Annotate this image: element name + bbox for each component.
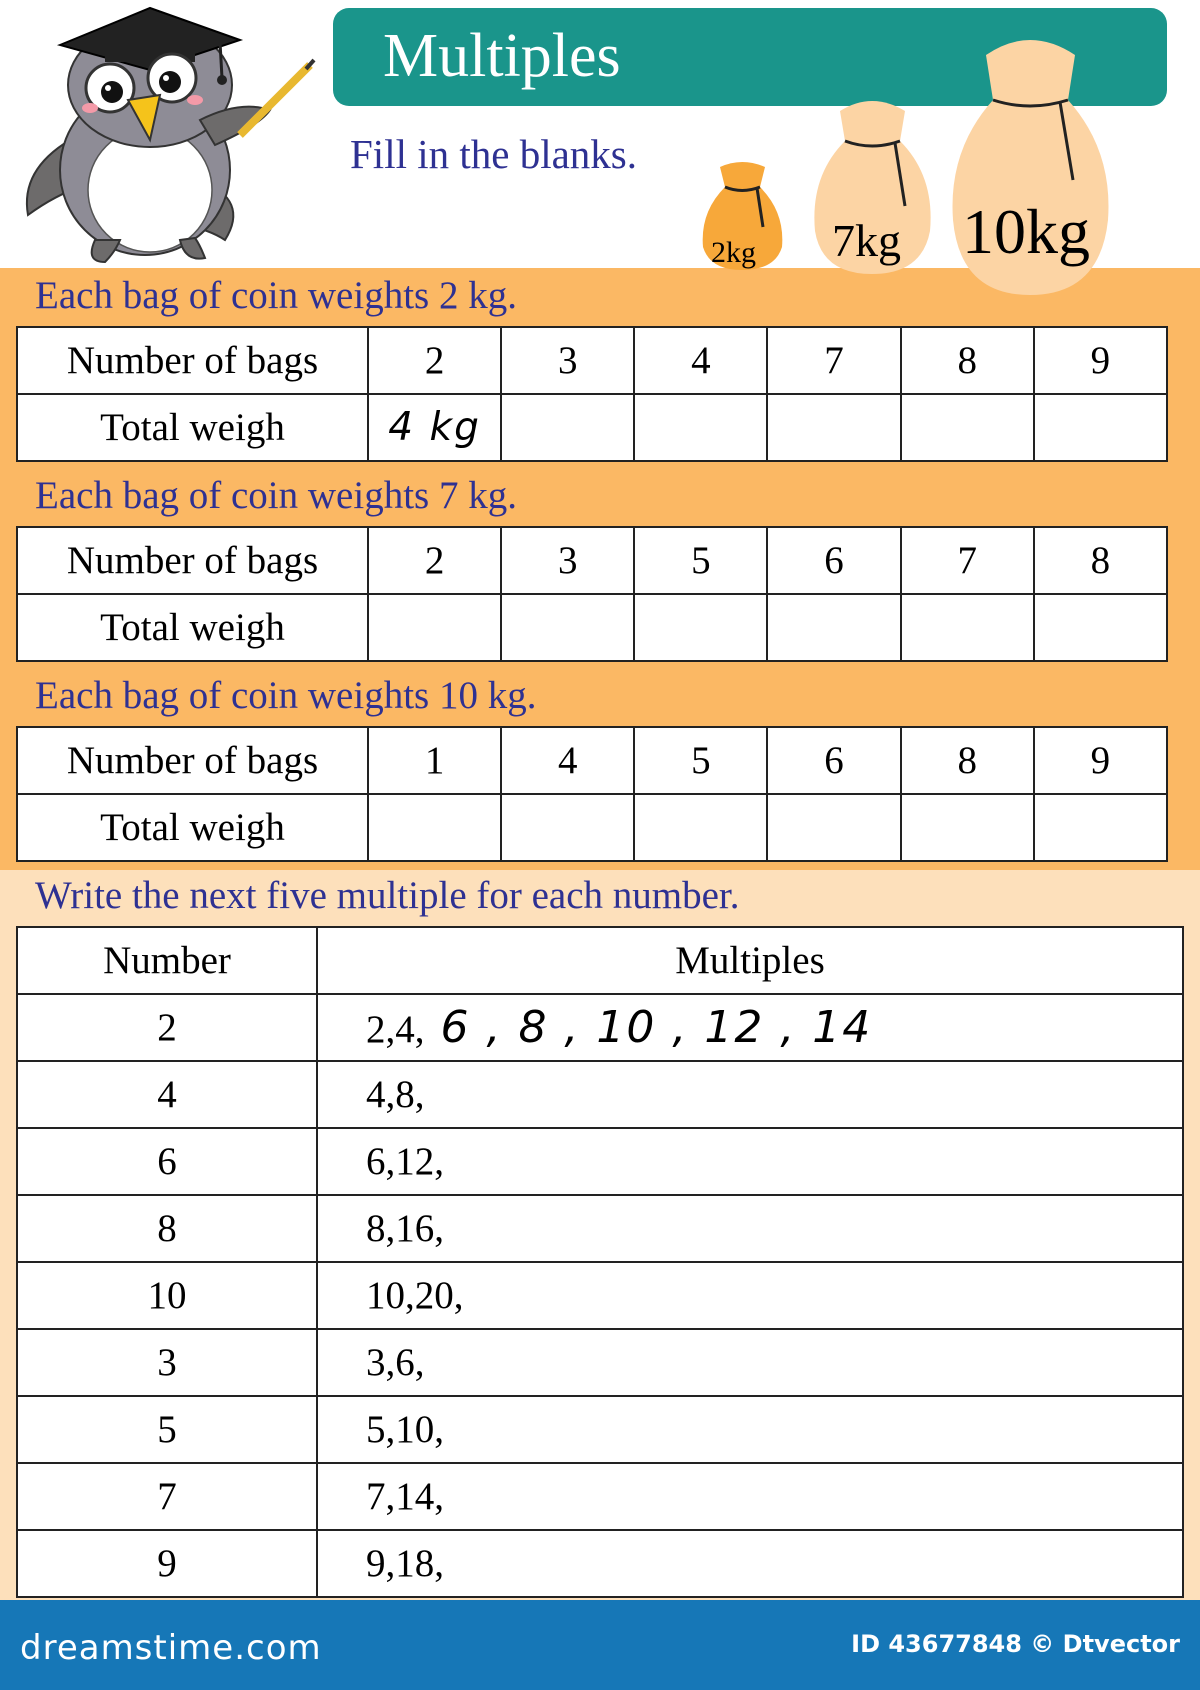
answer-cell[interactable] bbox=[634, 394, 767, 461]
answer-cell[interactable] bbox=[368, 594, 501, 661]
bag-label-2kg: 2kg bbox=[711, 236, 756, 269]
answer-cell[interactable] bbox=[1034, 594, 1167, 661]
answer-cell[interactable] bbox=[767, 394, 900, 461]
answer-cell[interactable] bbox=[501, 394, 634, 461]
number-cell: 5 bbox=[17, 1396, 317, 1463]
answer-cell[interactable] bbox=[901, 394, 1034, 461]
column-header-number: Number bbox=[17, 927, 317, 994]
multiples-cell[interactable] bbox=[317, 1463, 1183, 1530]
bag-count-cell: 8 bbox=[901, 727, 1034, 794]
bag-count-cell: 8 bbox=[901, 327, 1034, 394]
table-row bbox=[17, 1061, 1183, 1128]
owl-mascot-illustration bbox=[10, 0, 320, 268]
bag-count-cell: 5 bbox=[634, 527, 767, 594]
multiples-cell[interactable] bbox=[317, 1128, 1183, 1195]
bag-count-cell: 6 bbox=[767, 727, 900, 794]
answer-cell[interactable] bbox=[901, 594, 1034, 661]
bag-count-cell: 4 bbox=[501, 727, 634, 794]
table-row bbox=[17, 1262, 1183, 1329]
number-cell: 7 bbox=[17, 1463, 317, 1530]
number-cell: 10 bbox=[17, 1262, 317, 1329]
answer-cell[interactable] bbox=[1034, 394, 1167, 461]
bags-row bbox=[17, 727, 1167, 794]
multiples-cell[interactable] bbox=[317, 1329, 1183, 1396]
given-multiples: 2,4, bbox=[366, 1008, 425, 1051]
number-cell: 8 bbox=[17, 1195, 317, 1262]
given-multiples: 6,12, bbox=[366, 1140, 444, 1183]
row-label: Number of bags bbox=[17, 327, 368, 394]
footer-image-id: ID 43677848 © Dtvector bbox=[851, 1630, 1180, 1658]
answer-cell[interactable] bbox=[901, 794, 1034, 861]
section-3-heading: Each bag of coin weights 10 kg. bbox=[35, 674, 537, 717]
answer-cell[interactable] bbox=[501, 594, 634, 661]
bag-count-cell: 3 bbox=[501, 527, 634, 594]
given-multiples: 4,8, bbox=[366, 1073, 425, 1116]
multiples-cell[interactable] bbox=[317, 1061, 1183, 1128]
bag-label-10kg: 10kg bbox=[962, 196, 1090, 267]
bag-count-cell: 2 bbox=[368, 527, 501, 594]
multiples-header-row bbox=[17, 927, 1183, 994]
table-row bbox=[17, 1463, 1183, 1530]
number-cell: 2 bbox=[17, 994, 317, 1061]
bag-count-cell: 6 bbox=[767, 527, 900, 594]
answer-cell[interactable] bbox=[767, 594, 900, 661]
bag-label-7kg: 7kg bbox=[832, 215, 901, 266]
footer-brand-logo[interactable]: dreamstime.com bbox=[20, 1628, 322, 1668]
answer-cell[interactable] bbox=[1034, 794, 1167, 861]
handwritten-answer: 6 , 8 , 10 , 12 , 14 bbox=[424, 1002, 873, 1053]
bag-count-cell: 5 bbox=[634, 727, 767, 794]
given-multiples: 3,6, bbox=[366, 1341, 425, 1384]
bag-count-cell: 7 bbox=[767, 327, 900, 394]
given-multiples: 9,18, bbox=[366, 1542, 444, 1585]
answer-cell[interactable]: 4 kg bbox=[368, 394, 501, 461]
given-multiples: 5,10, bbox=[366, 1408, 444, 1451]
instruction-text: Fill in the blanks. bbox=[350, 131, 637, 177]
row-label: Number of bags bbox=[17, 727, 368, 794]
given-multiples: 10,20, bbox=[366, 1274, 464, 1317]
coin-bag-10kg-icon bbox=[948, 20, 1113, 300]
table-row bbox=[17, 1329, 1183, 1396]
number-cell: 4 bbox=[17, 1061, 317, 1128]
number-cell: 6 bbox=[17, 1128, 317, 1195]
bags-row bbox=[17, 527, 1167, 594]
weight-row bbox=[17, 594, 1167, 661]
answer-cell[interactable] bbox=[634, 594, 767, 661]
number-cell: 9 bbox=[17, 1530, 317, 1597]
section-1-table bbox=[16, 326, 1168, 462]
row-label: Number of bags bbox=[17, 527, 368, 594]
table-row bbox=[17, 1530, 1183, 1597]
weight-row bbox=[17, 794, 1167, 861]
multiples-cell[interactable] bbox=[317, 994, 1183, 1061]
bag-count-cell: 1 bbox=[368, 727, 501, 794]
bag-count-cell: 2 bbox=[368, 327, 501, 394]
multiples-cell[interactable] bbox=[317, 1396, 1183, 1463]
multiples-cell[interactable] bbox=[317, 1262, 1183, 1329]
column-header-multiples: Multiples bbox=[317, 927, 1183, 994]
weight-row bbox=[17, 394, 1167, 461]
section-3-table bbox=[16, 726, 1168, 862]
bag-count-cell: 4 bbox=[634, 327, 767, 394]
bag-count-cell: 8 bbox=[1034, 527, 1167, 594]
answer-cell[interactable] bbox=[767, 794, 900, 861]
coin-bag-2kg-icon bbox=[695, 152, 790, 272]
number-cell: 3 bbox=[17, 1329, 317, 1396]
page-title: Multiples bbox=[383, 22, 621, 90]
given-multiples: 8,16, bbox=[366, 1207, 444, 1250]
row-label: Total weigh bbox=[17, 394, 368, 461]
multiples-heading: Write the next five multiple for each number. bbox=[35, 874, 740, 917]
table-row bbox=[17, 994, 1183, 1061]
multiples-cell[interactable] bbox=[317, 1195, 1183, 1262]
multiples-table bbox=[16, 926, 1184, 1598]
section-2-table bbox=[16, 526, 1168, 662]
bag-count-cell: 9 bbox=[1034, 327, 1167, 394]
bag-count-cell: 7 bbox=[901, 527, 1034, 594]
answer-cell[interactable] bbox=[501, 794, 634, 861]
row-label: Total weigh bbox=[17, 794, 368, 861]
given-multiples: 7,14, bbox=[366, 1475, 444, 1518]
multiples-cell[interactable] bbox=[317, 1530, 1183, 1597]
bags-row bbox=[17, 327, 1167, 394]
table-row bbox=[17, 1128, 1183, 1195]
section-2-heading: Each bag of coin weights 7 kg. bbox=[35, 474, 517, 517]
bag-count-cell: 9 bbox=[1034, 727, 1167, 794]
table-row bbox=[17, 1396, 1183, 1463]
bag-count-cell: 3 bbox=[501, 327, 634, 394]
coin-bag-7kg-icon bbox=[810, 86, 935, 276]
table-row bbox=[17, 1195, 1183, 1262]
section-1-heading: Each bag of coin weights 2 kg. bbox=[35, 274, 517, 317]
answer-cell[interactable] bbox=[368, 794, 501, 861]
row-label: Total weigh bbox=[17, 594, 368, 661]
answer-cell[interactable] bbox=[634, 794, 767, 861]
